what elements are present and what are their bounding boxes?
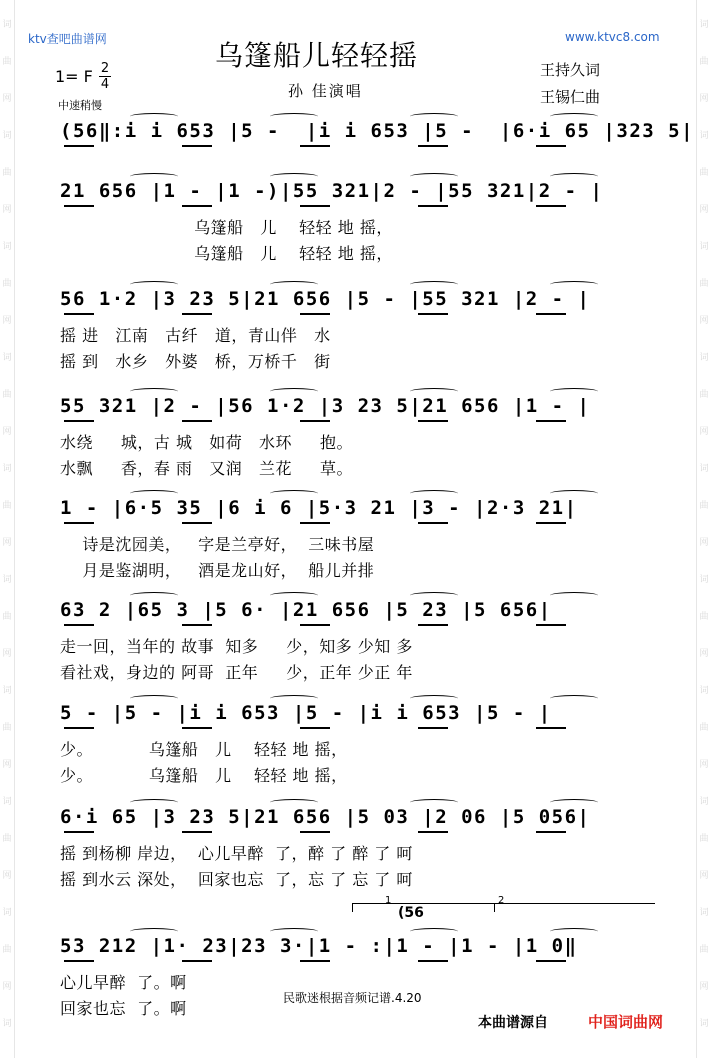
slur-mark (410, 388, 458, 395)
watermark-glyph: 网 (2, 871, 12, 881)
beam-underline (64, 727, 94, 729)
watermark-glyph: 词 (699, 353, 709, 363)
slur-mark (550, 490, 598, 497)
beam-underline (182, 420, 212, 422)
composer-credit: 王锡仁曲 (540, 88, 601, 106)
time-signature-top: 2 (100, 61, 110, 76)
tempo-marking: 中速稍慢 (58, 99, 102, 112)
notation-line: 1 - |6·5 35 |6 i 6 |5·3 21 |3 - |2·3 21| (60, 497, 578, 519)
beam-underline (536, 420, 566, 422)
key-signature: 1= F (55, 67, 93, 86)
watermark-glyph: 网 (2, 316, 12, 326)
watermark-glyph: 词 (2, 464, 12, 474)
notation-line: 21 656 |1 - |1 -)|55 321|2 - |55 321|2 - | (60, 180, 604, 202)
watermark-glyph: 曲 (2, 723, 12, 733)
slur-mark (270, 173, 318, 180)
slur-mark (410, 928, 458, 935)
notation-line: (56‖:i i 653 |5 - |i i 653 |5 - |6·i 65 |323 5| (60, 120, 695, 142)
notation-line: 55 321 |2 - |56 1·2 |3 23 5|21 656 |1 - | (60, 395, 591, 417)
beam-underline (536, 624, 566, 626)
watermark-glyph: 曲 (2, 834, 12, 844)
beam-underline (64, 522, 94, 524)
slur-mark (410, 592, 458, 599)
watermark-glyph: 词 (699, 908, 709, 918)
watermark-glyph: 网 (699, 649, 709, 659)
beam-underline (182, 313, 212, 315)
site-label-left: ktv查吧曲谱网 (28, 32, 107, 46)
watermark-glyph: 曲 (2, 57, 12, 67)
left-watermark-strip (0, 0, 15, 1058)
slur-mark (410, 695, 458, 702)
beam-underline (536, 145, 566, 147)
watermark-glyph: 曲 (699, 723, 709, 733)
beam-underline (182, 205, 212, 207)
transcription-note: 民歌迷根据音频记谱.4.20 (283, 991, 422, 1005)
beam-underline (418, 831, 448, 833)
lyric-line: 摇 到水云 深处， 回家也忘 了，忘 了 忘 了 呵 (60, 870, 413, 889)
watermark-glyph: 网 (699, 760, 709, 770)
slur-mark (410, 113, 458, 120)
lyric-line: 水绕 城，古 城 如荷 水环 抱。 (60, 433, 353, 452)
watermark-glyph: 词 (699, 575, 709, 585)
beam-underline (536, 727, 566, 729)
slur-mark (130, 695, 178, 702)
slur-mark (550, 113, 598, 120)
watermark-glyph: 网 (2, 649, 12, 659)
slur-mark (550, 695, 598, 702)
beam-underline (418, 313, 448, 315)
lyric-line: 看社戏，身边的 阿哥 正年 少，正年 少正 年 (60, 663, 413, 682)
beam-underline (64, 624, 94, 626)
beam-underline (418, 960, 448, 962)
watermark-glyph: 曲 (699, 834, 709, 844)
slur-mark (550, 799, 598, 806)
watermark-glyph: 词 (2, 353, 12, 363)
notation-line: 63 2 |65 3 |5 6· |21 656 |5 23 |5 656| (60, 599, 552, 621)
beam-underline (536, 205, 566, 207)
slur-mark (270, 695, 318, 702)
beam-underline (300, 313, 330, 315)
slur-mark (270, 113, 318, 120)
watermark-glyph: 词 (2, 20, 12, 30)
beam-underline (418, 624, 448, 626)
beam-underline (536, 313, 566, 315)
watermark-glyph: 网 (2, 94, 12, 104)
notation-line: 5 - |5 - |i i 653 |5 - |i i 653 |5 - | (60, 702, 552, 724)
beam-underline (182, 831, 212, 833)
watermark-glyph: 词 (699, 20, 709, 30)
watermark-glyph: 网 (2, 982, 12, 992)
slur-mark (130, 113, 178, 120)
watermark-glyph: 曲 (2, 501, 12, 511)
beam-underline (300, 624, 330, 626)
beam-underline (300, 420, 330, 422)
watermark-glyph: 网 (2, 205, 12, 215)
singer-credit: 孙 佳演唱 (288, 82, 363, 100)
brand-logo-text: 中国词曲网 (588, 1013, 664, 1031)
slur-mark (410, 490, 458, 497)
slur-mark (130, 928, 178, 935)
volta-label-1: 1 (385, 895, 392, 906)
slur-mark (270, 281, 318, 288)
beam-underline (300, 145, 330, 147)
beam-underline (300, 727, 330, 729)
song-title: 乌篷船儿轻轻摇 (215, 39, 419, 72)
right-watermark-strip (696, 0, 711, 1058)
beam-underline (418, 145, 448, 147)
slur-mark (130, 281, 178, 288)
beam-underline (64, 420, 94, 422)
watermark-glyph: 网 (699, 538, 709, 548)
watermark-glyph: 词 (2, 575, 12, 585)
watermark-glyph: 曲 (699, 612, 709, 622)
slur-mark (410, 799, 458, 806)
slur-mark (550, 173, 598, 180)
slur-mark (550, 281, 598, 288)
watermark-glyph: 词 (2, 908, 12, 918)
time-signature-bottom: 4 (100, 77, 110, 92)
slur-mark (270, 592, 318, 599)
watermark-glyph: 曲 (699, 945, 709, 955)
lyric-line: 少。 乌篷船 儿 轻轻 地 摇， (60, 766, 348, 785)
notation-line: 6·i 65 |3 23 5|21 656 |5 03 |2 06 |5 056| (60, 806, 591, 828)
watermark-glyph: 曲 (2, 612, 12, 622)
slur-mark (130, 173, 178, 180)
watermark-glyph: 曲 (699, 279, 709, 289)
beam-underline (300, 205, 330, 207)
watermark-glyph: 词 (699, 131, 709, 141)
beam-underline (300, 960, 330, 962)
volta-bracket-2 (494, 903, 655, 912)
lyricist-credit: 王持久词 (540, 61, 601, 79)
watermark-glyph: 词 (699, 464, 709, 474)
time-signature (98, 62, 112, 91)
slur-mark (130, 490, 178, 497)
beam-underline (182, 727, 212, 729)
lyric-line: 水飘 香，春 雨 又润 兰花 草。 (60, 459, 353, 478)
beam-underline (64, 145, 94, 147)
beam-underline (418, 522, 448, 524)
beam-underline (64, 205, 94, 207)
slur-mark (550, 592, 598, 599)
watermark-glyph: 曲 (2, 168, 12, 178)
watermark-glyph: 曲 (699, 390, 709, 400)
lyric-line: 月是鉴湖明， 酒是龙山好， 船儿并排 (60, 561, 375, 580)
lyric-line: 诗是沈园美， 字是兰亭好， 三味书屋 (60, 535, 375, 554)
lyric-line: 乌篷船 儿 轻轻 地 摇， (60, 218, 393, 237)
watermark-glyph: 词 (699, 1019, 709, 1029)
slur-mark (270, 928, 318, 935)
slur-mark (270, 490, 318, 497)
watermark-glyph: 网 (699, 871, 709, 881)
watermark-glyph: 词 (699, 242, 709, 252)
watermark-glyph: 词 (2, 797, 12, 807)
slur-mark (550, 928, 598, 935)
watermark-glyph: 词 (699, 686, 709, 696)
beam-underline (536, 960, 566, 962)
watermark-glyph: 词 (2, 1019, 12, 1029)
watermark-glyph: 网 (2, 538, 12, 548)
slur-mark (410, 281, 458, 288)
beam-underline (536, 831, 566, 833)
beam-underline (418, 205, 448, 207)
slur-mark (270, 388, 318, 395)
watermark-glyph: 网 (699, 94, 709, 104)
notation-line: 56 1·2 |3 23 5|21 656 |5 - |55 321 |2 - | (60, 288, 591, 310)
volta-pickup-notes: (56 (398, 905, 424, 921)
slur-mark (550, 388, 598, 395)
watermark-glyph: 网 (699, 982, 709, 992)
lyric-line: 摇 到杨柳 岸边， 心儿早醉 了，醉 了 醉 了 呵 (60, 844, 413, 863)
volta-label-2: 2 (498, 895, 505, 906)
beam-underline (182, 522, 212, 524)
watermark-glyph: 网 (699, 316, 709, 326)
slur-mark (130, 799, 178, 806)
beam-underline (64, 960, 94, 962)
slur-mark (410, 173, 458, 180)
beam-underline (536, 522, 566, 524)
beam-underline (182, 960, 212, 962)
lyric-line: 回家也忘 了。啊 (60, 999, 187, 1018)
watermark-glyph: 曲 (2, 390, 12, 400)
watermark-glyph: 词 (2, 686, 12, 696)
notation-line: 53 212 |1· 23|23 3·|1 - :|1 - |1 - |1 0‖ (60, 935, 578, 957)
slur-mark (130, 388, 178, 395)
beam-underline (300, 522, 330, 524)
beam-underline (64, 313, 94, 315)
watermark-glyph: 网 (2, 760, 12, 770)
watermark-glyph: 网 (699, 427, 709, 437)
watermark-glyph: 曲 (2, 279, 12, 289)
beam-underline (64, 831, 94, 833)
watermark-glyph: 网 (2, 427, 12, 437)
slur-mark (270, 799, 318, 806)
watermark-glyph: 曲 (2, 945, 12, 955)
watermark-glyph: 曲 (699, 57, 709, 67)
beam-underline (418, 420, 448, 422)
lyric-line: 摇 进 江南 古纤 道，青山伴 水 (60, 326, 331, 345)
slur-mark (130, 592, 178, 599)
beam-underline (418, 727, 448, 729)
watermark-glyph: 词 (2, 242, 12, 252)
beam-underline (182, 624, 212, 626)
lyric-line: 少。 乌篷船 儿 轻轻 地 摇， (60, 740, 348, 759)
lyric-line: 摇 到 水乡 外婆 桥，万桥千 街 (60, 352, 331, 371)
lyric-line: 乌篷船 儿 轻轻 地 摇， (60, 244, 393, 263)
watermark-glyph: 词 (699, 797, 709, 807)
watermark-glyph: 词 (2, 131, 12, 141)
source-label: 本曲谱源自 (478, 1015, 548, 1031)
beam-underline (182, 145, 212, 147)
watermark-glyph: 曲 (699, 168, 709, 178)
lyric-line: 走一回，当年的 故事 知多 少，知多 少知 多 (60, 637, 413, 656)
lyric-line: 心儿早醉 了。啊 (60, 973, 187, 992)
watermark-glyph: 曲 (699, 501, 709, 511)
site-url-right: www.ktvc8.com (565, 30, 660, 44)
beam-underline (300, 831, 330, 833)
watermark-glyph: 网 (699, 205, 709, 215)
